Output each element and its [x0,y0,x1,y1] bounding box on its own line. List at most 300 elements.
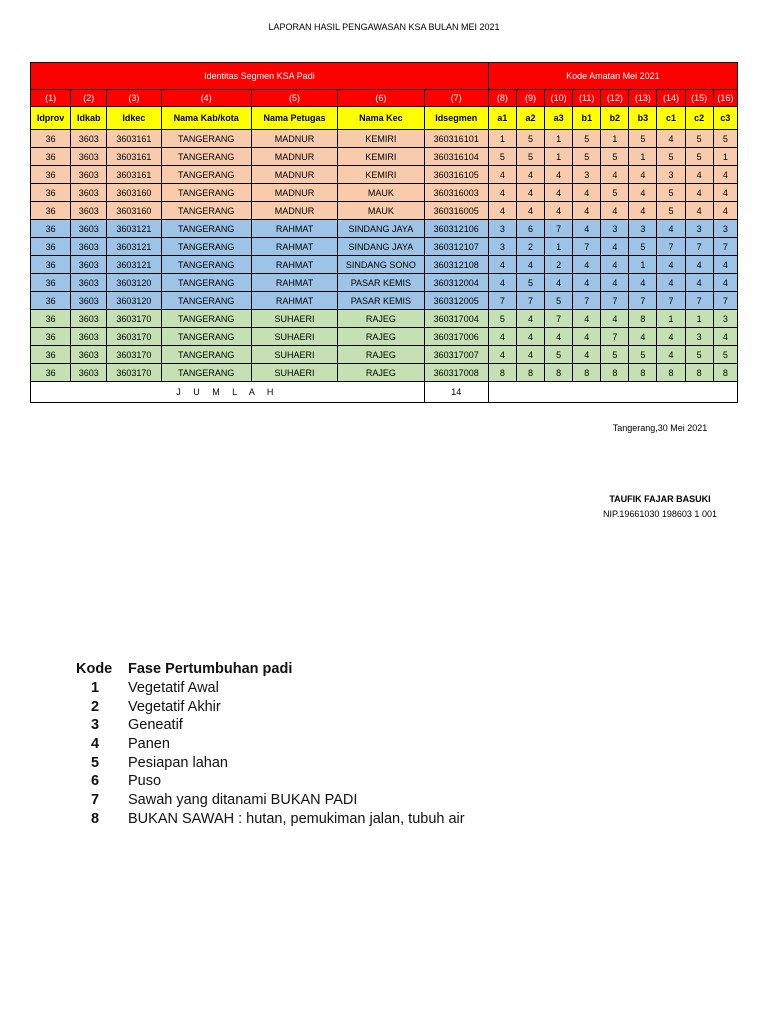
table-cell: 5 [713,130,737,148]
table-cell: 5 [629,130,657,148]
table-body [31,63,738,403]
column-header: Idkec [107,107,161,130]
column-header: Idkab [71,107,107,130]
table-cell: 1 [685,310,713,328]
table-cell: 4 [629,184,657,202]
legend-item [76,679,465,698]
table-cell: 4 [516,346,544,364]
legend-code: 8 [90,810,100,827]
table-cell: 7 [573,292,601,310]
table-cell: 5 [629,346,657,364]
table-cell: 36 [31,274,71,292]
table-cell: 7 [629,292,657,310]
table-row [31,202,738,220]
table-cell: 7 [545,220,573,238]
table-cell: 5 [629,238,657,256]
table-cell: 4 [573,328,601,346]
table-cell: 5 [573,130,601,148]
table-cell: PASAR KEMIS [338,292,424,310]
table-cell: 8 [629,310,657,328]
table-cell: 5 [657,148,685,166]
table-cell: 3603170 [107,346,161,364]
table-cell: 4 [573,184,601,202]
table-cell: 4 [601,166,629,184]
phase-legend [76,660,465,828]
column-header: b3 [629,107,657,130]
table-cell: 8 [488,364,516,382]
table-cell: 360312004 [424,274,488,292]
legend-item [76,753,465,772]
table-cell: 4 [601,274,629,292]
table-cell: 360316101 [424,130,488,148]
table-cell: 5 [545,346,573,364]
legend-label: Puso [128,773,162,790]
table-cell: 3603161 [107,166,161,184]
table-cell: SUHAERI [251,310,337,328]
table-cell: KEMIRI [338,166,424,184]
table-cell: 3603 [71,274,107,292]
column-number: (15) [685,90,713,107]
column-number: (2) [71,90,107,107]
table-cell: 3603 [71,238,107,256]
table-cell: 4 [545,184,573,202]
column-number: (6) [338,90,424,107]
legend-item [76,716,465,735]
table-cell: 7 [573,238,601,256]
column-name-row [31,107,738,130]
table-cell: 2 [545,256,573,274]
table-cell: RAHMAT [251,238,337,256]
table-cell: 3603 [71,148,107,166]
table-cell: 4 [573,274,601,292]
column-header: b1 [573,107,601,130]
table-cell: 360316005 [424,202,488,220]
table-cell: 3603 [71,166,107,184]
legend-header-desc: Fase Pertumbuhan padi [128,661,293,678]
column-number: (9) [516,90,544,107]
table-cell: SUHAERI [251,328,337,346]
table-cell: 1 [657,310,685,328]
table-cell: 4 [657,256,685,274]
legend-item [76,791,465,810]
column-number: (16) [713,90,737,107]
table-cell: 3 [488,220,516,238]
table-cell: RAJEG [338,328,424,346]
place-date: Tangerang,30 Mei 2021 [612,423,708,433]
table-cell: 4 [516,256,544,274]
table-cell: 4 [516,166,544,184]
table-cell: 4 [601,238,629,256]
table-cell: 5 [516,130,544,148]
legend-label: Vegetatif Akhir [128,698,221,715]
table-cell: 3603 [71,310,107,328]
table-cell: 3 [685,220,713,238]
table-cell: 4 [685,274,713,292]
table-cell: 36 [31,328,71,346]
table-cell: 4 [657,346,685,364]
table-cell: PASAR KEMIS [338,274,424,292]
table-cell: 5 [685,130,713,148]
table-cell: 3603120 [107,292,161,310]
table-cell: 4 [573,202,601,220]
group-header-kode-amatan: Kode Amatan Mei 2021 [488,63,737,90]
table-cell: 8 [601,364,629,382]
column-header: Idprov [31,107,71,130]
total-label: J U M L A H [31,382,425,403]
column-number: (11) [573,90,601,107]
table-cell: 3603 [71,130,107,148]
column-header: b2 [601,107,629,130]
column-number: (14) [657,90,685,107]
table-cell: RAHMAT [251,256,337,274]
table-row [31,346,738,364]
table-cell: 3 [713,310,737,328]
table-cell: 3603120 [107,274,161,292]
table-cell: 36 [31,310,71,328]
table-cell: 5 [601,148,629,166]
table-cell: 4 [516,202,544,220]
table-cell: 3 [601,220,629,238]
column-header: c2 [685,107,713,130]
table-cell: 7 [713,292,737,310]
column-header: a2 [516,107,544,130]
table-cell: 7 [516,292,544,310]
table-cell: 36 [31,184,71,202]
table-cell: RAJEG [338,310,424,328]
table-cell: TANGERANG [161,364,251,382]
table-cell: 4 [516,328,544,346]
table-cell: MADNUR [251,184,337,202]
table-cell: TANGERANG [161,292,251,310]
table-cell: 360317008 [424,364,488,382]
table-cell: 4 [573,220,601,238]
column-number: (10) [545,90,573,107]
column-header: Nama Kab/kota [161,107,251,130]
table-cell: 1 [713,148,737,166]
table-cell: 8 [573,364,601,382]
table-cell: 4 [713,256,737,274]
table-cell: 36 [31,148,71,166]
column-header: Nama Petugas [251,107,337,130]
table-cell: 7 [545,310,573,328]
table-cell: 7 [601,292,629,310]
table-cell: 4 [488,274,516,292]
table-cell: 3603170 [107,310,161,328]
table-cell: MADNUR [251,202,337,220]
table-cell: 7 [488,292,516,310]
column-header: Nama Kec [338,107,424,130]
table-cell: 4 [545,166,573,184]
table-cell: TANGERANG [161,346,251,364]
table-cell: RAHMAT [251,292,337,310]
table-row [31,310,738,328]
total-row [31,382,738,403]
table-cell: SINDANG JAYA [338,220,424,238]
table-cell: 7 [601,328,629,346]
table-cell: 7 [685,292,713,310]
table-cell: 36 [31,292,71,310]
ksa-report-table [30,62,738,403]
table-cell: MAUK [338,184,424,202]
table-cell: 4 [488,202,516,220]
table-cell: 36 [31,130,71,148]
table-cell: 5 [685,148,713,166]
table-cell: 3603160 [107,184,161,202]
table-cell: 36 [31,256,71,274]
table-cell: 3603 [71,184,107,202]
table-row [31,148,738,166]
table-cell: 3603161 [107,148,161,166]
table-row [31,274,738,292]
table-cell: 5 [573,148,601,166]
legend-label: Pesiapan lahan [128,754,228,771]
table-cell: 4 [545,328,573,346]
table-cell: 360312106 [424,220,488,238]
table-cell: 1 [545,130,573,148]
table-cell: 4 [629,202,657,220]
legend-code: 3 [90,717,100,734]
report-title: LAPORAN HASIL PENGAWASAN KSA BULAN MEI 2021 [268,22,500,32]
table-cell: 7 [657,292,685,310]
table-cell: 4 [516,310,544,328]
legend-header [76,660,465,679]
table-cell: 4 [713,328,737,346]
table-cell: 360316105 [424,166,488,184]
legend-label: Vegetatif Awal [128,680,219,697]
column-header: c1 [657,107,685,130]
table-cell: 3603161 [107,130,161,148]
signer-nip: NIP.19661030 198603 1 001 [603,509,717,519]
table-cell: 3 [629,220,657,238]
table-cell: 3603121 [107,238,161,256]
legend-code: 2 [90,698,100,715]
table-row [31,238,738,256]
table-cell: 4 [629,274,657,292]
table-cell: TANGERANG [161,166,251,184]
legend-code: 5 [90,754,100,771]
table-row [31,364,738,382]
legend-label: Geneatif [128,717,183,734]
table-cell: 4 [601,202,629,220]
table-cell: 8 [545,364,573,382]
table-cell: 36 [31,346,71,364]
table-cell: MADNUR [251,148,337,166]
table-cell: 5 [657,184,685,202]
legend-header-kode: Kode [76,661,113,678]
table-cell: 8 [516,364,544,382]
table-cell: 5 [516,148,544,166]
table-cell: 4 [685,184,713,202]
column-number: (13) [629,90,657,107]
group-header-row [31,63,738,90]
legend-item [76,810,465,829]
table-cell: 3603121 [107,220,161,238]
table-cell: 3 [713,220,737,238]
table-cell: 4 [545,202,573,220]
table-cell: 6 [516,220,544,238]
column-number: (12) [601,90,629,107]
legend-label: BUKAN SAWAH : hutan, pemukiman jalan, tubuh air [128,810,465,827]
table-cell: 4 [601,310,629,328]
table-cell: KEMIRI [338,130,424,148]
table-cell: 1 [601,130,629,148]
table-cell: 36 [31,202,71,220]
table-cell: 4 [545,274,573,292]
table-cell: SUHAERI [251,346,337,364]
table-cell: MADNUR [251,166,337,184]
table-cell: 4 [516,184,544,202]
table-cell: 4 [657,274,685,292]
table-cell: SINDANG JAYA [338,238,424,256]
column-number: (7) [424,90,488,107]
table-cell: 360317007 [424,346,488,364]
table-cell: 5 [488,310,516,328]
table-cell: 4 [488,256,516,274]
column-number: (4) [161,90,251,107]
table-cell: 7 [713,238,737,256]
table-cell: 3603 [71,220,107,238]
table-cell: 3 [657,166,685,184]
legend-items [76,679,465,829]
table-cell: 3603 [71,364,107,382]
table-row [31,166,738,184]
table-cell: 7 [657,238,685,256]
table-cell: 4 [488,346,516,364]
table-cell: TANGERANG [161,274,251,292]
table-cell: 3603 [71,202,107,220]
legend-label: Panen [128,736,170,753]
table-cell: TANGERANG [161,328,251,346]
table-row [31,184,738,202]
table-row [31,292,738,310]
column-number: (8) [488,90,516,107]
table-cell: 1 [488,130,516,148]
legend-code: 6 [90,773,100,790]
table-cell: 5 [545,292,573,310]
table-cell: TANGERANG [161,130,251,148]
table-cell: 360312107 [424,238,488,256]
table-cell: 2 [516,238,544,256]
table-cell: TANGERANG [161,202,251,220]
table-cell: 5 [657,202,685,220]
table-cell: 4 [488,166,516,184]
legend-item [76,697,465,716]
table-cell: 4 [713,184,737,202]
table-cell: KEMIRI [338,148,424,166]
table-cell: 3603 [71,346,107,364]
table-cell: RAHMAT [251,274,337,292]
table-cell: 36 [31,364,71,382]
table-cell: 4 [657,220,685,238]
table-cell: 4 [488,184,516,202]
table-cell: 4 [629,328,657,346]
table-row [31,256,738,274]
column-number: (3) [107,90,161,107]
column-number: (5) [251,90,337,107]
legend-item [76,735,465,754]
table-cell: 1 [629,256,657,274]
column-header: a1 [488,107,516,130]
legend-label: Sawah yang ditanami BUKAN PADI [128,792,358,809]
table-cell: 5 [601,184,629,202]
table-cell: MAUK [338,202,424,220]
legend-code: 1 [90,680,100,697]
legend-item [76,772,465,791]
total-value: 14 [424,382,488,403]
table-cell: TANGERANG [161,184,251,202]
signer-name: TAUFIK FAJAR BASUKI [609,494,711,504]
table-cell: 36 [31,166,71,184]
table-cell: 4 [601,256,629,274]
column-header: c3 [713,107,737,130]
table-cell: TANGERANG [161,310,251,328]
table-cell: 4 [713,202,737,220]
table-cell: 4 [488,328,516,346]
table-cell: 4 [573,256,601,274]
table-cell: 36 [31,220,71,238]
table-cell: SUHAERI [251,364,337,382]
table-cell: TANGERANG [161,148,251,166]
table-row [31,328,738,346]
table-cell: 360316104 [424,148,488,166]
table-cell: 3 [573,166,601,184]
legend-code: 4 [90,736,100,753]
table-cell: TANGERANG [161,220,251,238]
table-cell: 4 [713,274,737,292]
table-cell: 3 [488,238,516,256]
table-cell: 5 [516,274,544,292]
table-cell: 4 [657,130,685,148]
column-number: (1) [31,90,71,107]
table-cell: 360316003 [424,184,488,202]
table-cell: 5 [685,346,713,364]
table-cell: 360312108 [424,256,488,274]
table-cell: RAJEG [338,346,424,364]
group-header-identitas: Identitas Segmen KSA Padi [31,63,489,90]
table-cell: TANGERANG [161,256,251,274]
table-cell: 8 [657,364,685,382]
table-cell: TANGERANG [161,238,251,256]
table-cell: 4 [657,328,685,346]
column-header: a3 [545,107,573,130]
table-cell: 360312005 [424,292,488,310]
table-cell: 4 [685,256,713,274]
table-cell: 3 [685,328,713,346]
table-cell: MADNUR [251,130,337,148]
table-cell: 36 [31,238,71,256]
table-cell: 3603 [71,328,107,346]
table-cell: 5 [488,148,516,166]
table-cell: 360317006 [424,328,488,346]
table-cell: SINDANG SONO [338,256,424,274]
table-cell: 4 [713,166,737,184]
table-cell: 8 [629,364,657,382]
table-cell: 7 [685,238,713,256]
total-empty-cell [488,382,737,403]
table-cell: 4 [573,310,601,328]
column-header: Idsegmen [424,107,488,130]
table-cell: 3603170 [107,328,161,346]
table-cell: 1 [545,148,573,166]
table-cell: 360317004 [424,310,488,328]
table-row [31,130,738,148]
table-cell: 4 [685,202,713,220]
table-cell: 5 [713,346,737,364]
table-cell: 1 [545,238,573,256]
table-row [31,220,738,238]
table-cell: 3603 [71,292,107,310]
table-cell: 4 [685,166,713,184]
